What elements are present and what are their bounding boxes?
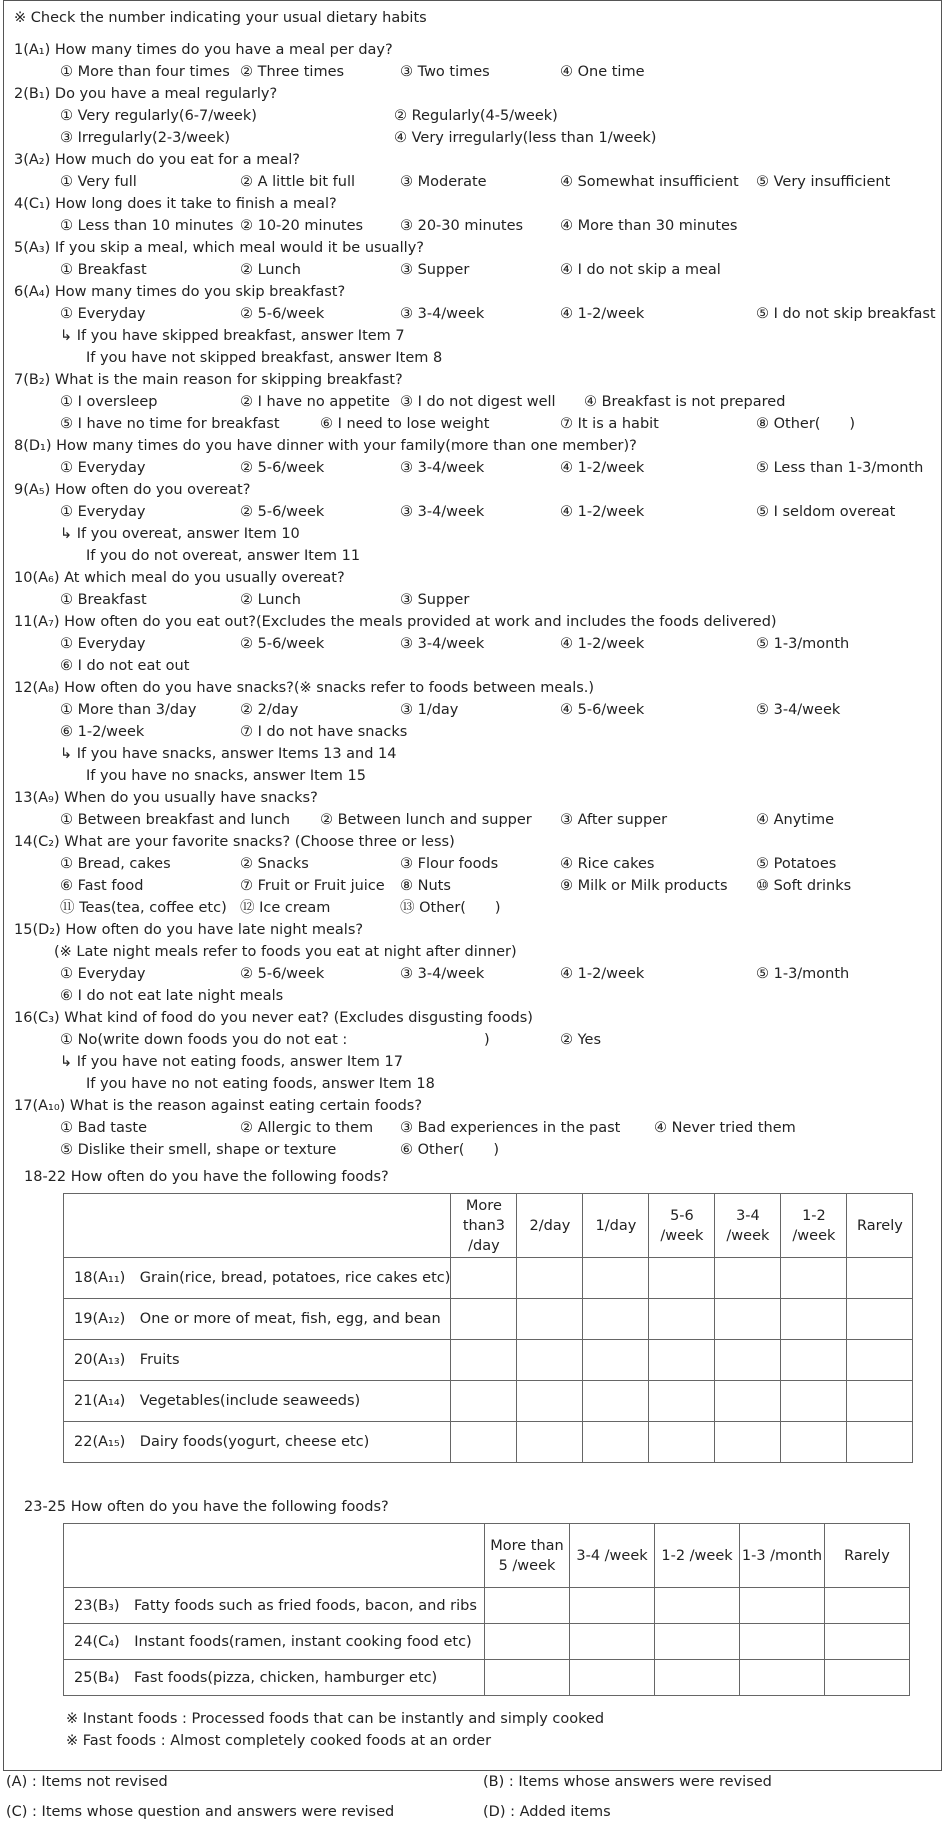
food-item-label: 24(C₄) Instant foods(ramen, instant cooking food etc) — [64, 1624, 485, 1660]
food-item-label: 21(A₁₄) Vegetables(include seaweeds) — [64, 1381, 451, 1422]
answer-option[interactable]: ② A little bit full — [240, 174, 356, 190]
option-row — [14, 853, 939, 875]
answer-cell[interactable] — [655, 1660, 740, 1696]
option-row — [14, 215, 939, 237]
option-row — [14, 897, 939, 919]
frequency-table-2 — [63, 1523, 910, 1696]
column-header: 1-2 /week — [781, 1194, 847, 1258]
option-row — [14, 633, 939, 655]
answer-option[interactable]: ④ Very irregularly(less than 1/week) — [394, 130, 657, 146]
answer-option[interactable]: ③ 1/day — [400, 702, 459, 718]
answer-option[interactable]: ④ Anytime — [756, 812, 835, 828]
option-row — [14, 699, 939, 721]
answer-cell[interactable] — [715, 1422, 781, 1463]
answer-option[interactable]: ④ Breakfast is not prepared — [584, 394, 786, 410]
answer-option[interactable]: ⑦ I do not have snacks — [240, 724, 408, 740]
answer-option[interactable]: ② 5-6/week — [240, 504, 325, 520]
answer-option[interactable]: ③ Moderate — [400, 174, 487, 190]
answer-option[interactable]: ④ Rice cakes — [560, 856, 655, 872]
answer-option[interactable]: ① More than 3/day — [60, 702, 197, 718]
question-block — [14, 1007, 939, 1095]
question-block — [14, 369, 939, 435]
answer-option[interactable]: ⑬ Other( ) — [400, 900, 501, 916]
answer-option[interactable]: ④ 1-2/week — [560, 504, 645, 520]
answer-option[interactable]: ② Yes — [560, 1032, 602, 1048]
answer-cell[interactable] — [740, 1660, 825, 1696]
answer-option[interactable]: ⑥ 1-2/week — [60, 724, 145, 740]
skip-instruction: If you have no not eating foods, answer Item 18 — [86, 1076, 435, 1092]
answer-cell[interactable] — [451, 1299, 517, 1340]
column-header: 1/day — [583, 1194, 649, 1258]
question-text: 13(A₉) When do you usually have snacks? — [14, 790, 318, 806]
question-block — [14, 831, 939, 919]
option-row — [14, 1139, 939, 1161]
answer-option[interactable]: ⑤ 1-3/month — [756, 966, 850, 982]
question-text: 16(C₃) What kind of food do you never eat? (Excludes disgusting foods) — [14, 1010, 533, 1026]
legend-c: (C) : Items whose question and answers were revised — [6, 1804, 395, 1820]
answer-option[interactable]: ⑩ Soft drinks — [756, 878, 852, 894]
answer-cell[interactable] — [847, 1340, 913, 1381]
table-row — [64, 1588, 910, 1624]
answer-cell[interactable] — [825, 1624, 910, 1660]
table-corner — [64, 1524, 485, 1588]
question-block — [14, 611, 939, 677]
answer-option[interactable]: ③ Supper — [400, 592, 470, 608]
answer-option[interactable]: ① I oversleep — [60, 394, 158, 410]
questionnaire-content — [14, 7, 939, 1752]
option-row — [14, 457, 939, 479]
answer-option[interactable]: ② I have no appetite — [240, 394, 390, 410]
answer-option[interactable]: ① Bad taste — [60, 1120, 147, 1136]
question-block — [14, 677, 939, 787]
answer-option[interactable]: ① Breakfast — [60, 592, 147, 608]
answer-option[interactable]: ③ 3-4/week — [400, 460, 485, 476]
answer-option[interactable]: ⑤ Very insufficient — [756, 174, 891, 190]
column-header: 5-6 /week — [649, 1194, 715, 1258]
answer-option[interactable]: ① Very full — [60, 174, 137, 190]
legend-a: (A) : Items not revised — [6, 1774, 168, 1790]
answer-cell[interactable] — [847, 1381, 913, 1422]
skip-instruction: If you do not overeat, answer Item 11 — [86, 548, 361, 564]
question-block — [14, 281, 939, 369]
option-row — [14, 127, 939, 149]
answer-cell[interactable] — [583, 1340, 649, 1381]
answer-option[interactable]: ④ 1-2/week — [560, 636, 645, 652]
table-row — [64, 1340, 913, 1381]
question-text: 9(A₅) How often do you overeat? — [14, 482, 251, 498]
answer-option[interactable]: ⑧ Other( ) — [756, 416, 856, 432]
answer-option[interactable]: ① Everyday — [60, 460, 146, 476]
question-text: 3(A₂) How much do you eat for a meal? — [14, 152, 300, 168]
answer-option[interactable]: ⑤ I have no time for breakfast — [60, 416, 280, 432]
answer-option[interactable]: ② 2/day — [240, 702, 299, 718]
answer-option[interactable]: ④ Somewhat insufficient — [560, 174, 739, 190]
answer-option[interactable]: ③ Irregularly(2-3/week) — [60, 130, 231, 146]
question-text: 8(D₁) How many times do you have dinner with your family(more than one member)? — [14, 438, 637, 454]
answer-option[interactable]: ⑤ I seldom overeat — [756, 504, 896, 520]
answer-cell[interactable] — [781, 1258, 847, 1299]
answer-option[interactable]: ③ After supper — [560, 812, 668, 828]
question-block — [14, 787, 939, 831]
answer-cell[interactable] — [451, 1381, 517, 1422]
answer-option[interactable]: ④ One time — [560, 64, 645, 80]
food-item-label: 23(B₃) Fatty foods such as fried foods, bacon, and ribs — [64, 1588, 485, 1624]
answer-cell[interactable] — [517, 1340, 583, 1381]
answer-option[interactable]: ② Snacks — [240, 856, 309, 872]
skip-instruction: If you have no snacks, answer Item 15 — [86, 768, 366, 784]
answer-option[interactable]: ① More than four times — [60, 64, 230, 80]
table1-title: 18-22 How often do you have the following foods? — [24, 1169, 389, 1185]
answer-option[interactable]: ③ Flour foods — [400, 856, 499, 872]
skip-instruction: ↳ If you overeat, answer Item 10 — [60, 526, 300, 542]
answer-cell[interactable] — [740, 1624, 825, 1660]
answer-option[interactable]: ③ Bad experiences in the past — [400, 1120, 621, 1136]
food-item-label: 22(A₁₅) Dairy foods(yogurt, cheese etc) — [64, 1422, 451, 1463]
option-row — [14, 61, 939, 83]
answer-cell[interactable] — [847, 1299, 913, 1340]
option-row — [14, 413, 939, 435]
answer-cell[interactable] — [715, 1258, 781, 1299]
answer-option[interactable]: ② Three times — [240, 64, 345, 80]
answer-cell[interactable] — [649, 1422, 715, 1463]
answer-option[interactable]: ⑧ Nuts — [400, 878, 451, 894]
option-row — [14, 303, 939, 325]
option-row — [14, 875, 939, 897]
option-row — [14, 1117, 939, 1139]
answer-option[interactable]: ⑥ I do not eat out — [60, 658, 190, 674]
answer-option[interactable]: ① No(write down foods you do not eat : — [60, 1032, 348, 1048]
answer-cell[interactable] — [781, 1299, 847, 1340]
answer-option[interactable]: ⑤ I do not skip breakfast — [756, 306, 936, 322]
questionnaire-frame — [3, 0, 942, 1771]
question-block — [14, 193, 939, 237]
frequency-table-1 — [63, 1193, 913, 1463]
column-header: 1-2 /week — [655, 1524, 740, 1588]
column-header: 3-4 /week — [570, 1524, 655, 1588]
question-block — [14, 479, 939, 567]
column-header: 3-4 /week — [715, 1194, 781, 1258]
answer-option[interactable]: ① Everyday — [60, 306, 146, 322]
answer-option[interactable]: ⑤ 3-4/week — [756, 702, 841, 718]
answer-cell[interactable] — [583, 1381, 649, 1422]
answer-cell[interactable] — [517, 1381, 583, 1422]
answer-cell[interactable] — [517, 1422, 583, 1463]
question-note: (※ Late night meals refer to foods you eat at night after dinner) — [54, 944, 517, 960]
answer-cell[interactable] — [583, 1422, 649, 1463]
food-item-label: 20(A₁₃) Fruits — [64, 1340, 451, 1381]
answer-option[interactable]: ② Lunch — [240, 262, 301, 278]
answer-option[interactable]: ④ 1-2/week — [560, 460, 645, 476]
answer-cell[interactable] — [451, 1340, 517, 1381]
option-row — [14, 963, 939, 985]
answer-option[interactable]: ⑤ Dislike their smell, shape or texture — [60, 1142, 337, 1158]
option-row — [14, 259, 939, 281]
skip-instruction: If you have not skipped breakfast, answer Item 8 — [86, 350, 443, 366]
answer-option[interactable]: ① Bread, cakes — [60, 856, 171, 872]
answer-cell[interactable] — [655, 1624, 740, 1660]
skip-instruction: ↳ If you have skipped breakfast, answer Item 7 — [60, 328, 405, 344]
option-row — [14, 589, 939, 611]
answer-cell[interactable] — [570, 1660, 655, 1696]
table-row — [64, 1299, 913, 1340]
question-block — [14, 237, 939, 281]
answer-option[interactable]: ③ I do not digest well — [400, 394, 556, 410]
option-row — [14, 171, 939, 193]
table-row — [64, 1660, 910, 1696]
answer-cell[interactable] — [649, 1299, 715, 1340]
legend-b: (B) : Items whose answers were revised — [483, 1774, 772, 1790]
answer-option[interactable]: ⑥ Fast food — [60, 878, 144, 894]
answer-option[interactable]: ① Everyday — [60, 966, 146, 982]
question-block — [14, 567, 939, 611]
footnote-fast-foods: ※ Fast foods : Almost completely cooked foods at an order — [66, 1733, 492, 1749]
answer-option[interactable]: ② Allergic to them — [240, 1120, 374, 1136]
skip-instruction: ↳ If you have not eating foods, answer Item 17 — [60, 1054, 403, 1070]
answer-cell[interactable] — [781, 1340, 847, 1381]
question-text: 14(C₂) What are your favorite snacks? (Choose three or less) — [14, 834, 455, 850]
answer-option[interactable]: ⑦ Fruit or Fruit juice — [240, 878, 385, 894]
answer-option[interactable]: ④ 1-2/week — [560, 306, 645, 322]
answer-option[interactable]: ① Between breakfast and lunch — [60, 812, 291, 828]
option-row — [14, 809, 939, 831]
column-header: More than3 /day — [451, 1194, 517, 1258]
question-block — [14, 39, 939, 83]
option-row — [14, 721, 939, 743]
column-header: 2/day — [517, 1194, 583, 1258]
question-block — [14, 1095, 939, 1161]
answer-cell[interactable] — [570, 1588, 655, 1624]
table-row — [64, 1624, 910, 1660]
answer-option[interactable]: ⑤ Potatoes — [756, 856, 837, 872]
answer-option[interactable]: ⑤ Less than 1-3/month — [756, 460, 924, 476]
answer-option[interactable]: ① Less than 10 minutes — [60, 218, 234, 234]
answer-option[interactable]: ⑥ I need to lose weight — [320, 416, 490, 432]
answer-option[interactable]: ③ 3-4/week — [400, 636, 485, 652]
answer-option[interactable]: ⑤ 1-3/month — [756, 636, 850, 652]
answer-option[interactable]: ③ Two times — [400, 64, 490, 80]
question-block — [14, 435, 939, 479]
answer-option[interactable]: ② Lunch — [240, 592, 301, 608]
answer-cell[interactable] — [649, 1340, 715, 1381]
column-header: 1-3 /month — [740, 1524, 825, 1588]
option-row — [14, 501, 939, 523]
answer-option[interactable]: ① Breakfast — [60, 262, 147, 278]
column-header: Rarely — [825, 1524, 910, 1588]
food-item-label: 19(A₁₂) One or more of meat, fish, egg, and bean — [64, 1299, 451, 1340]
column-header: More than 5 /week — [485, 1524, 570, 1588]
answer-option[interactable]: ④ I do not skip a meal — [560, 262, 721, 278]
answer-option[interactable]: ) — [484, 1032, 490, 1048]
answer-option[interactable]: ② 5-6/week — [240, 636, 325, 652]
answer-option[interactable]: ① Everyday — [60, 636, 146, 652]
question-text: 7(B₂) What is the main reason for skipping breakfast? — [14, 372, 403, 388]
answer-cell[interactable] — [583, 1258, 649, 1299]
revision-legend — [0, 1771, 947, 1839]
answer-cell[interactable] — [781, 1381, 847, 1422]
answer-option[interactable]: ② Regularly(4-5/week) — [394, 108, 558, 124]
skip-instruction: ↳ If you have snacks, answer Items 13 and 14 — [60, 746, 397, 762]
answer-cell[interactable] — [715, 1381, 781, 1422]
answer-option[interactable]: ⑥ I do not eat late night meals — [60, 988, 284, 1004]
footnote-instant-foods: ※ Instant foods : Processed foods that can be instantly and simply cooked — [66, 1711, 605, 1727]
answer-cell[interactable] — [781, 1422, 847, 1463]
option-row — [14, 655, 939, 677]
question-text: 6(A₄) How many times do you skip breakfast? — [14, 284, 346, 300]
answer-cell[interactable] — [740, 1588, 825, 1624]
question-list — [14, 39, 939, 1161]
answer-cell[interactable] — [715, 1340, 781, 1381]
question-block — [14, 83, 939, 149]
answer-option[interactable]: ① Very regularly(6-7/week) — [60, 108, 257, 124]
answer-cell[interactable] — [485, 1588, 570, 1624]
question-text: 12(A₈) How often do you have snacks?(※ snacks refer to foods between meals.) — [14, 680, 595, 696]
answer-cell[interactable] — [485, 1660, 570, 1696]
column-header: Rarely — [847, 1194, 913, 1258]
answer-option[interactable]: ③ 3-4/week — [400, 306, 485, 322]
question-text: 4(C₁) How long does it take to finish a meal? — [14, 196, 337, 212]
answer-option[interactable]: ⑦ It is a habit — [560, 416, 659, 432]
answer-cell[interactable] — [847, 1422, 913, 1463]
legend-d: (D) : Added items — [483, 1804, 611, 1820]
answer-cell[interactable] — [517, 1258, 583, 1299]
answer-cell[interactable] — [655, 1588, 740, 1624]
table-row — [64, 1422, 913, 1463]
table-row — [64, 1258, 913, 1299]
question-text: 1(A₁) How many times do you have a meal per day? — [14, 42, 393, 58]
food-item-label: 25(B₄) Fast foods(pizza, chicken, hamburger etc) — [64, 1660, 485, 1696]
answer-option[interactable]: ⑨ Milk or Milk products — [560, 878, 728, 894]
option-row — [14, 1029, 939, 1051]
answer-option[interactable]: ⑫ Ice cream — [240, 900, 331, 916]
answer-cell[interactable] — [485, 1624, 570, 1660]
question-text: 15(D₂) How often do you have late night meals? — [14, 922, 364, 938]
table-corner — [64, 1194, 451, 1258]
answer-cell[interactable] — [825, 1588, 910, 1624]
answer-option[interactable]: ③ 3-4/week — [400, 504, 485, 520]
option-row — [14, 391, 939, 413]
answer-option[interactable]: ③ 3-4/week — [400, 966, 485, 982]
answer-option[interactable]: ④ 1-2/week — [560, 966, 645, 982]
answer-option[interactable]: ③ 20-30 minutes — [400, 218, 524, 234]
question-block — [14, 149, 939, 193]
answer-option[interactable]: ② Between lunch and supper — [320, 812, 532, 828]
answer-option[interactable]: ② 5-6/week — [240, 460, 325, 476]
answer-option[interactable]: ② 5-6/week — [240, 966, 325, 982]
answer-option[interactable]: ② 5-6/week — [240, 306, 325, 322]
table2-title: 23-25 How often do you have the following foods? — [24, 1499, 389, 1515]
table-row — [64, 1381, 913, 1422]
answer-cell[interactable] — [451, 1422, 517, 1463]
question-text: 2(B₁) Do you have a meal regularly? — [14, 86, 278, 102]
answer-option[interactable]: ① Everyday — [60, 504, 146, 520]
answer-option[interactable]: ④ 5-6/week — [560, 702, 645, 718]
answer-option[interactable]: ④ More than 30 minutes — [560, 218, 738, 234]
answer-cell[interactable] — [517, 1299, 583, 1340]
answer-cell[interactable] — [847, 1258, 913, 1299]
answer-cell[interactable] — [649, 1381, 715, 1422]
option-row — [14, 105, 939, 127]
question-text: 17(A₁₀) What is the reason against eating certain foods? — [14, 1098, 423, 1114]
question-text: 10(A₆) At which meal do you usually overeat? — [14, 570, 345, 586]
question-text: 11(A₇) How often do you eat out?(Excludes the meals provided at work and includes the foods delivered) — [14, 614, 777, 630]
answer-option[interactable]: ④ Never tried them — [654, 1120, 796, 1136]
answer-cell[interactable] — [649, 1258, 715, 1299]
answer-cell[interactable] — [715, 1299, 781, 1340]
answer-option[interactable]: ⑪ Teas(tea, coffee etc) — [60, 900, 227, 916]
answer-option[interactable]: ⑥ Other( ) — [400, 1142, 500, 1158]
answer-cell[interactable] — [451, 1258, 517, 1299]
instructions-header: ※ Check the number indicating your usual dietary habits — [14, 10, 427, 26]
answer-cell[interactable] — [570, 1624, 655, 1660]
answer-option[interactable]: ③ Supper — [400, 262, 470, 278]
option-row — [14, 985, 939, 1007]
question-text: 5(A₃) If you skip a meal, which meal would it be usually? — [14, 240, 424, 256]
answer-cell[interactable] — [583, 1299, 649, 1340]
question-block — [14, 919, 939, 1007]
answer-cell[interactable] — [825, 1660, 910, 1696]
answer-option[interactable]: ② 10-20 minutes — [240, 218, 364, 234]
food-item-label: 18(A₁₁) Grain(rice, bread, potatoes, rice cakes etc) — [64, 1258, 451, 1299]
